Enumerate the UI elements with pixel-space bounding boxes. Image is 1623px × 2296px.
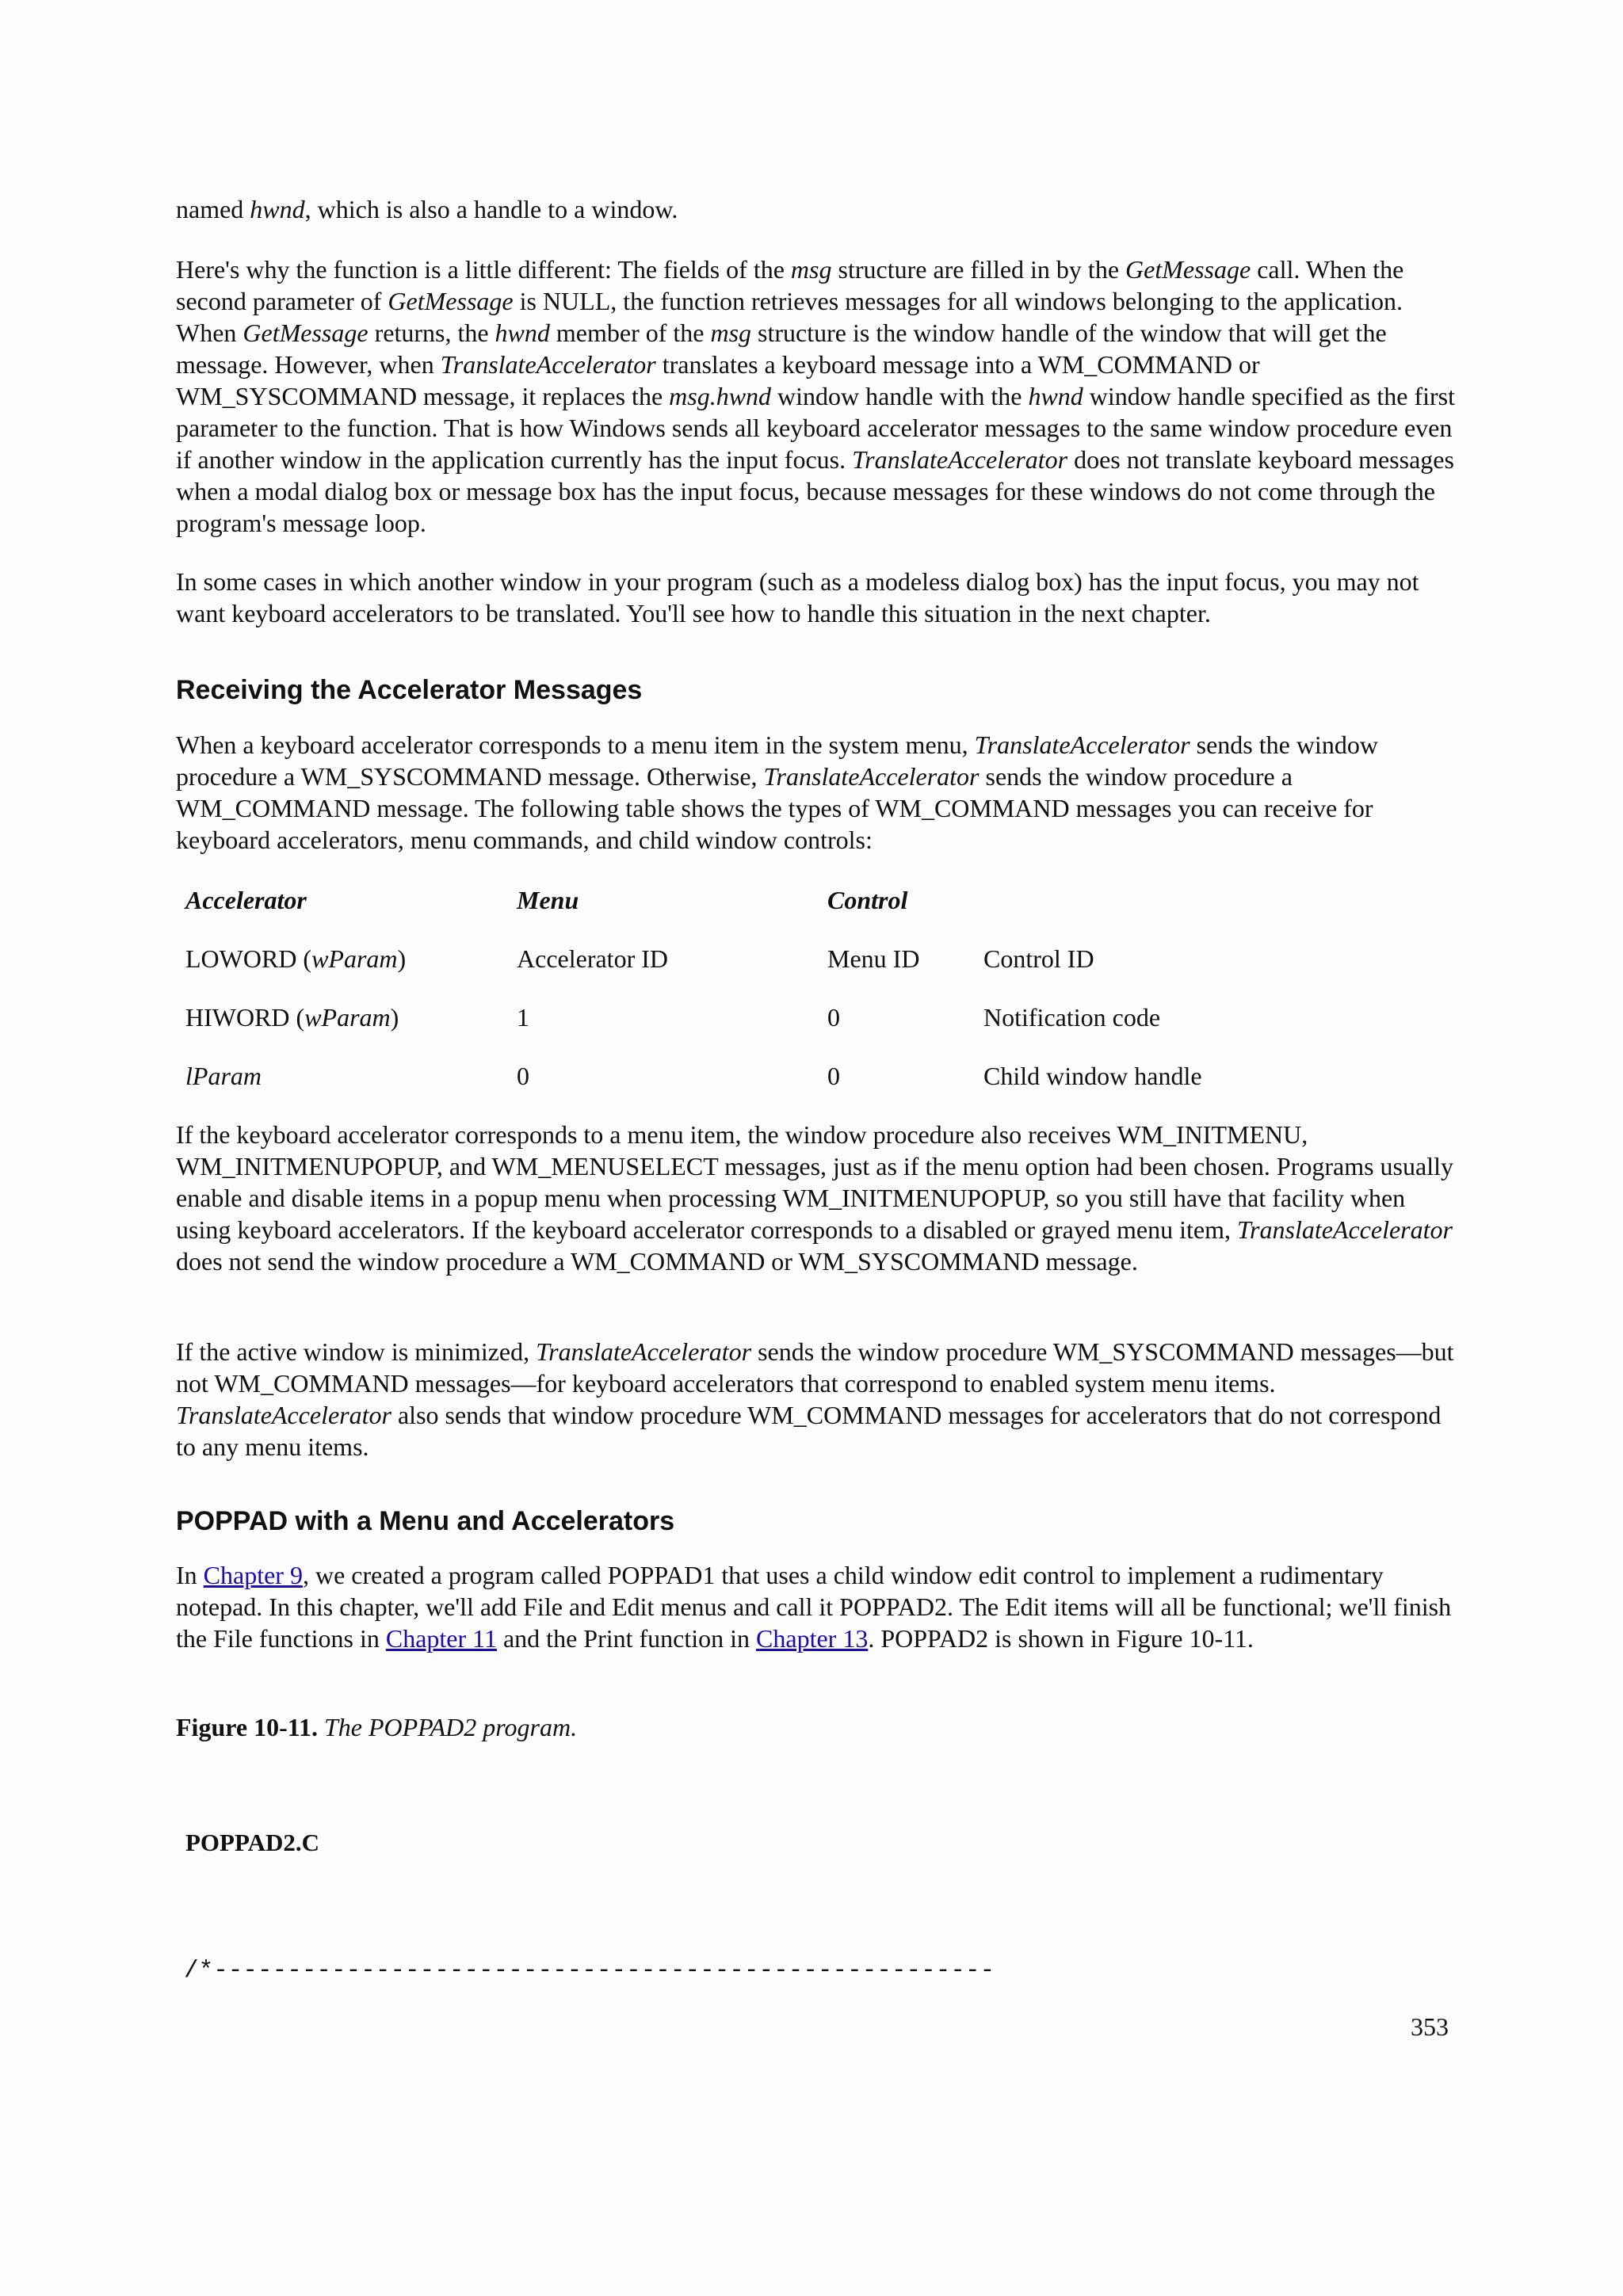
paragraph-poppad2: In Chapter 9, we created a program called POPPAD1 that uses a child window edit control to implement a rudimentary notepad. In this chapter, we'll add File and Edit menus and call it POPPAD2. The Edit items will all be functional; we'll finish the File functions in Chapter 11 and the Print function in Chapter 13. POPPAD2 is shown in Figure 10-11. (176, 1561, 1452, 1653)
figure-label: Figure 10-11. (176, 1713, 318, 1741)
chapter-9-link[interactable]: Chapter 9 (203, 1561, 303, 1589)
paragraph-accelerator-messages: When a keyboard accelerator corresponds to a menu item in the system menu, TranslateAccelerator sends the window procedure a WM_SYSCOMMAND message. Otherwise, TranslateAccelerator sends the window procedure a WM_COMMAND message. The following table shows the types of WM_COMMAND messages you can receive for keyboard accelerators, menu commands, and child window controls: (176, 730, 1378, 854)
table-cell: 0 (827, 1062, 840, 1090)
figure-caption: Figure 10-11. The POPPAD2 program. (176, 1713, 578, 1741)
table-header-control: Control (827, 886, 908, 914)
chapter-11-link[interactable]: Chapter 11 (385, 1624, 497, 1653)
table-header-menu: Menu (517, 886, 579, 914)
paragraph-getmessage: Here's why the function is a little different: The fields of the msg structure are filled in by the GetMessage call. When the second parameter of GetMessage is NULL, the function retrieves messages for all windows belonging to the application. When GetMessage returns, the hwnd member of the msg structure is the window handle of the window that will get the message. However, when TranslateAccelerator translates a keyboard message into a WM_COMMAND or WM_SYSCOMMAND message, it replaces the msg.hwnd window handle with the hwnd window handle specified as the first parameter to the function. That is how Windows sends all keyboard accelerator messages to the same window procedure even if another window in the application currently has the input focus. TranslateAccelerator does not translate keyboard messages when a modal dialog box or message box has the input focus, because messages for these windows do not come through the program's message loop. (176, 255, 1455, 537)
chapter-13-link[interactable]: Chapter 13 (756, 1624, 869, 1653)
table-cell: Accelerator ID (517, 944, 668, 973)
code-filename: POPPAD2.C (185, 1829, 320, 1856)
table-cell: HIWORD (wParam) (185, 1003, 399, 1032)
page-number: 353 (1411, 2012, 1449, 2041)
table-cell: 0 (827, 1003, 840, 1032)
table-cell: 1 (517, 1003, 529, 1032)
section-heading-poppad: POPPAD with a Menu and Accelerators (176, 1506, 675, 1536)
table-cell: Child window handle (983, 1062, 1202, 1090)
table-cell: LOWORD (wParam) (185, 944, 407, 973)
table-cell: lParam (185, 1062, 262, 1090)
paragraph-initmenu: If the keyboard accelerator corresponds to a menu item, the window procedure also receives WM_INITMENU, WM_INITMENUPOPUP, and WM_MENUSELECT messages, just as if the menu option had been chosen. Programs usually enable and disable items in a popup menu when processing WM_INITMENUPOPUP, so you still have that facility when using keyboard accelerators. If the keyboard accelerator corresponds to a disabled or grayed menu item, TranslateAccelerator does not send the window procedure a WM_COMMAND or WM_SYSCOMMAND message. (176, 1120, 1453, 1276)
paragraph-modeless: In some cases in which another window in your program (such as a modeless dialog box) has the input focus, you may not want keyboard accelerators to be translated. You'll see how to handle this situation in the next chapter. (176, 567, 1419, 627)
table-cell: Menu ID (827, 944, 920, 973)
table-cell: 0 (517, 1062, 529, 1090)
table-cell: Control ID (983, 944, 1094, 973)
paragraph-intro: named hwnd, which is also a handle to a window. (176, 195, 678, 223)
paragraph-minimized: If the active window is minimized, TranslateAccelerator sends the window procedure WM_SYSCOMMAND messages—but not WM_COMMAND messages—for keyboard accelerators that correspond to enabled system menu items. TranslateAccelerator also sends that window procedure WM_COMMAND messages for accelerators that do not correspond to any menu items. (176, 1337, 1454, 1461)
section-heading-receiving: Receiving the Accelerator Messages (176, 675, 643, 705)
table-header-accelerator: Accelerator (185, 886, 307, 914)
code-listing-line: /*----------------------------------------------------- (184, 1957, 995, 1985)
table-cell: Notification code (983, 1003, 1161, 1032)
